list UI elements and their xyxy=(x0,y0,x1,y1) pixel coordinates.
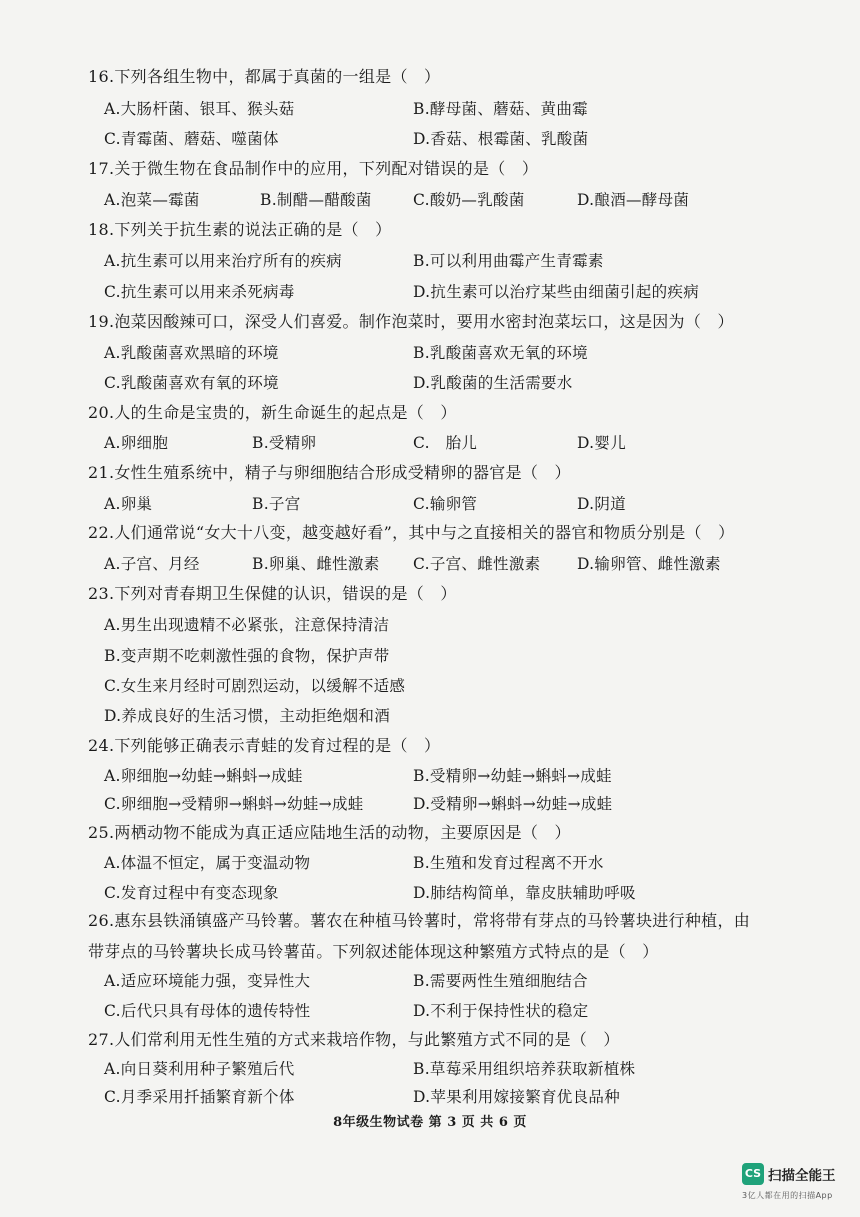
question-25-stem: 25.两栖动物不能成为真正适应陆地生活的动物，主要原因是（ ） xyxy=(88,823,571,842)
question-16-stem: 16.下列各组生物中，都属于真菌的一组是（ ） xyxy=(88,67,441,86)
question-21-option-a: A.卵巢 xyxy=(104,495,153,513)
question-22-option-b: B.卵巢、雌性激素 xyxy=(252,555,380,573)
question-24-stem: 24.下列能够正确表示青蛙的发育过程的是（ ） xyxy=(88,736,441,755)
question-27-option-a: A.向日葵利用种子繁殖后代 xyxy=(104,1060,295,1078)
question-22-option-c: C.子宫、雌性激素 xyxy=(413,555,541,573)
question-20-option-b: B.受精卵 xyxy=(252,434,317,452)
question-26-option-a: A.适应环境能力强，变异性大 xyxy=(104,972,311,990)
question-21-option-d: D.阴道 xyxy=(577,495,627,513)
question-20-option-c: C. 胎儿 xyxy=(413,434,478,452)
question-22-option-a: A.子宫、月经 xyxy=(104,555,200,573)
question-27-option-b: B.草莓采用组织培养获取新植株 xyxy=(413,1060,636,1078)
question-23-stem: 23.下列对青春期卫生保健的认识，错误的是（ ） xyxy=(88,584,457,603)
question-17-option-d: D.酿酒—酵母菌 xyxy=(577,191,690,209)
question-17-stem: 17.关于微生物在食品制作中的应用，下列配对错误的是（ ） xyxy=(88,159,539,178)
question-17-option-a: A.泡菜—霉菌 xyxy=(104,191,200,209)
question-24-option-b: B.受精卵→幼蛙→蝌蚪→成蛙 xyxy=(413,767,612,785)
question-19-option-c: C.乳酸菌喜欢有氧的环境 xyxy=(104,374,279,392)
question-21-option-c: C.输卵管 xyxy=(413,495,478,513)
question-27-option-c: C.月季采用扦插繁育新个体 xyxy=(104,1088,295,1106)
question-26-option-b: B.需要两性生殖细胞结合 xyxy=(413,972,588,990)
question-20-stem: 20.人的生命是宝贵的，新生命诞生的起点是（ ） xyxy=(88,403,457,422)
question-21-option-b: B.子宫 xyxy=(252,495,301,513)
question-19-option-a: A.乳酸菌喜欢黑暗的环境 xyxy=(104,344,279,362)
question-23-option-c: C.女生来月经时可剧烈运动，以缓解不适感 xyxy=(104,677,406,695)
question-24-option-a: A.卵细胞→幼蛙→蝌蚪→成蛙 xyxy=(104,767,303,785)
question-19-option-b: B.乳酸菌喜欢无氧的环境 xyxy=(413,344,588,362)
question-16-option-a: A.大肠杆菌、银耳、猴头菇 xyxy=(104,100,295,118)
question-24-option-d: D.受精卵→蝌蚪→幼蛙→成蛙 xyxy=(413,795,613,813)
question-20-option-d: D.婴儿 xyxy=(577,434,627,452)
question-22-option-d: D.输卵管、雌性激素 xyxy=(577,555,721,573)
question-24-option-c: C.卵细胞→受精卵→蝌蚪→幼蛙→成蛙 xyxy=(104,795,364,813)
watermark-tagline: 3亿人都在用的扫描App xyxy=(742,1191,833,1200)
question-18-stem: 18.下列关于抗生素的说法正确的是（ ） xyxy=(88,220,392,239)
question-27-stem: 27.人们常利用无性生殖的方式来栽培作物，与此繁殖方式不同的是（ ） xyxy=(88,1030,620,1049)
question-26-option-c: C.后代只具有母体的遗传特性 xyxy=(104,1002,311,1020)
camscanner-logo-icon: CS xyxy=(742,1163,764,1185)
question-26-option-d: D.不利于保持性状的稳定 xyxy=(413,1002,589,1020)
question-16-option-b: B.酵母菌、蘑菇、黄曲霉 xyxy=(413,100,588,118)
question-19-option-d: D.乳酸菌的生活需要水 xyxy=(413,374,573,392)
question-25-option-d: D.肺结构简单，靠皮肤辅助呼吸 xyxy=(413,884,636,902)
question-16-option-c: C.青霉菌、蘑菇、噬菌体 xyxy=(104,130,279,148)
question-23-option-a: A.男生出现遗精不必紧张，注意保持清洁 xyxy=(104,616,390,634)
question-18-option-b: B.可以利用曲霉产生青霉素 xyxy=(413,252,604,270)
question-25-option-b: B.生殖和发育过程离不开水 xyxy=(413,854,604,872)
question-21-stem: 21.女性生殖系统中，精子与卵细胞结合形成受精卵的器官是（ ） xyxy=(88,463,571,482)
question-16-option-d: D.香菇、根霉菌、乳酸菌 xyxy=(413,130,589,148)
watermark-app-name: 扫描全能王 xyxy=(768,1168,836,1184)
question-23-option-d: D.养成良好的生活习惯，主动拒绝烟和酒 xyxy=(104,707,391,725)
question-27-option-d: D.苹果利用嫁接繁育优良品种 xyxy=(413,1088,621,1106)
question-22-stem: 22.人们通常说“女大十八变，越变越好看”，其中与之直接相关的器官和物质分别是（ ） xyxy=(88,523,735,542)
question-18-option-d: D.抗生素可以治疗某些由细菌引起的疾病 xyxy=(413,283,700,301)
page-footer: 8年级生物试卷 第 3 页 共 6 页 xyxy=(333,1115,527,1130)
question-19-stem: 19.泡菜因酸辣可口，深受人们喜爱。制作泡菜时，要用水密封泡菜坛口，这是因为（ ） xyxy=(88,312,734,331)
question-25-option-a: A.体温不恒定，属于变温动物 xyxy=(104,854,311,872)
question-18-option-c: C.抗生素可以用来杀死病毒 xyxy=(104,283,295,301)
question-23-option-b: B.变声期不吃刺激性强的食物，保护声带 xyxy=(104,647,390,665)
question-17-option-b: B.制醋—醋酸菌 xyxy=(260,191,372,209)
question-17-option-c: C.酸奶—乳酸菌 xyxy=(413,191,525,209)
question-26-stem: 26.惠东县铁涌镇盛产马铃薯。薯农在种植马铃薯时，常将带有芽点的马铃薯块进行种植，由带芽点的马铃薯块长成马铃薯苗。下列叙述能体现这种繁殖方式特点的是（ ） xyxy=(88,911,751,961)
question-25-option-c: C.发育过程中有变态现象 xyxy=(104,884,279,902)
question-20-option-a: A.卵细胞 xyxy=(104,434,169,452)
question-18-option-a: A.抗生素可以用来治疗所有的疾病 xyxy=(104,252,342,270)
